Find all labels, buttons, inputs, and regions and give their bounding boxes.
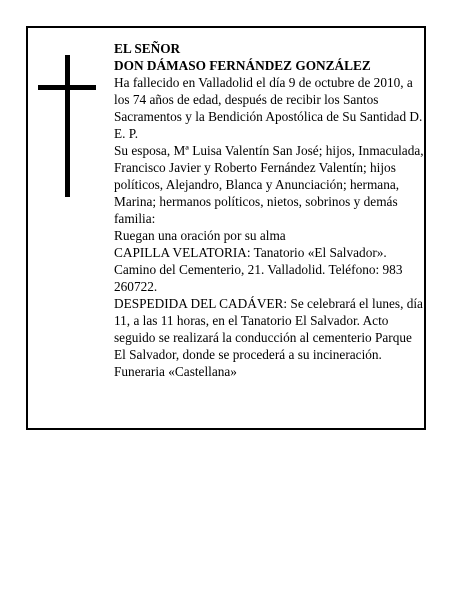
notice-heading-name: DON DÁMASO FERNÁNDEZ GONZÁLEZ [114,58,371,73]
death-announcement: Ha fallecido en Valladolid el día 9 de octubre de 2010, a los 74 años de edad, después de recibir los Santos Sacramentos y la Bendición Apostólica de Su Santidad D. E. P. [114,75,423,141]
cross-horizontal-bar [38,85,96,90]
notice-heading-title: EL SEÑOR [114,41,181,56]
notice-text [114,40,424,380]
family-list: Su esposa, Mª Luisa Valentín San José; hijos, Inmaculada, Francisco Javier y Roberto Fernández Valentín; hijos políticos, Alejandro, Blanca y Anunciación; hermana, Marina; hermanos políticos, nietos, sobrinos y demás familia: [114,143,424,226]
farewell-info: DESPEDIDA DEL CADÁVER: Se celebrará el lunes, día 11, a las 11 horas, en el Tanatorio El Salvador. Acto seguido se realizará la conducción al cementerio Parque El Salvador, donde se procederá a su incineración. [114,296,423,362]
cross-icon [38,55,96,197]
obituary-notice [26,26,426,430]
prayer-request: Ruegan una oración por su alma [114,228,286,243]
wake-chapel-info: CAPILLA VELATORIA: Tanatorio «El Salvador». Camino del Cementerio, 21. Valladolid. Teléfono: 983 260722. [114,245,403,294]
cross-vertical-bar [65,55,70,197]
funeral-home: Funeraria «Castellana» [114,364,237,379]
